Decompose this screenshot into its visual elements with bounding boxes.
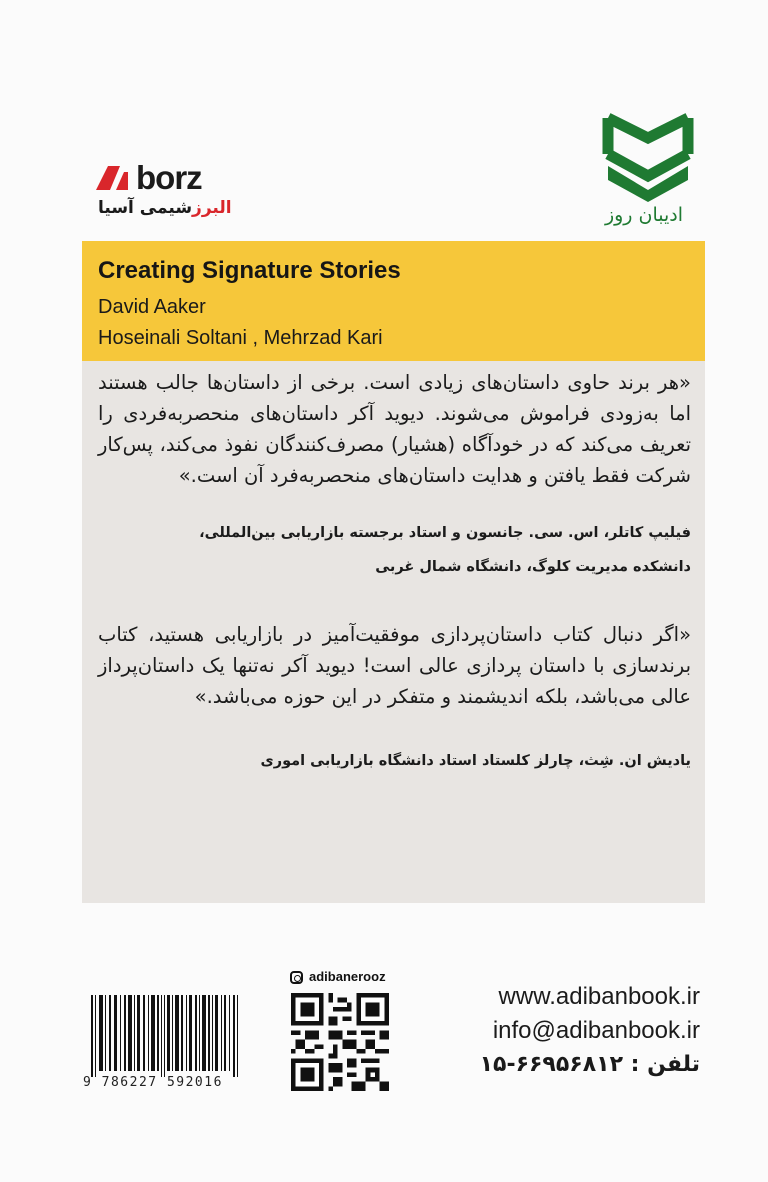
open-book-icon <box>602 110 694 202</box>
translators: Hoseinali Soltani , Mehrzad Kari <box>98 327 383 349</box>
phone-number: تلفن : ۶۶۹۵۶۸۱۲-۱۵ <box>479 1052 700 1077</box>
quote-1-attribution-line-1: فیلیپ کاتلر، اس. سی. جانسون و استاد برجسته بازاریابی بین‌المللی، <box>199 525 691 541</box>
contact-info <box>430 980 700 1100</box>
alborz-wordmark: borz <box>136 159 202 196</box>
quote-1-attribution-line-2: دانشکده مدیریت کلوگ، دانشگاه شمال غربی <box>375 559 691 575</box>
blurb-panel <box>82 361 705 903</box>
book-title: Creating Signature Stories <box>98 257 401 284</box>
isbn-barcode <box>83 995 243 1095</box>
alborz-a-mark-icon <box>96 166 136 190</box>
title-band <box>82 241 705 361</box>
barcode-icon <box>91 995 241 1077</box>
quote-2-attribution: یادیش ان. شِث، چارلز کلستاد استاد دانشگاه بازاریابی اموری <box>260 753 691 769</box>
website-link[interactable]: www.adibanbook.ir <box>498 983 700 1010</box>
author: David Aaker <box>98 296 206 318</box>
instagram-icon <box>290 971 303 984</box>
adiban-logo <box>594 110 704 235</box>
alborz-persian-name: البرزشیمی آسیا <box>98 198 232 218</box>
qr-code[interactable] <box>291 993 389 1091</box>
email-link[interactable]: info@adibanbook.ir <box>492 1017 700 1044</box>
isbn-number: 9 786227 592016 <box>83 1075 223 1090</box>
adiban-name: ادیبان روز <box>604 204 684 226</box>
instagram-handle[interactable]: adibanerooz <box>290 970 420 990</box>
quote-2: «اگر دنبال کتاب داستان‌پردازی موفقیت‌آمیز در بازاریابی هستید، کتاب برندسازی با داستان پردازی عالی است! دیوید آکر نه‌تنها یک داستان‌پرداز عالی می‌باشد، بلکه اندیشمند و متفکر در این حوزه می‌باشد.» <box>98 623 691 708</box>
alborz-logo <box>96 160 246 230</box>
quote-1: «هر برند حاوی داستان‌های زیادی است. برخی از داستان‌ها جالب هستند اما به‌زودی فراموش می‌شوند. دیوید آکر داستان‌های منحصربه‌فردی را تعریف می‌کند که در خودآگاه (هشیار) مصرف‌کنندگان نفوذ می‌کند، پس‌کار شرکت فقط یافتن و هدایت داستان‌های منحصربه‌فرد آن است.» <box>98 371 691 487</box>
